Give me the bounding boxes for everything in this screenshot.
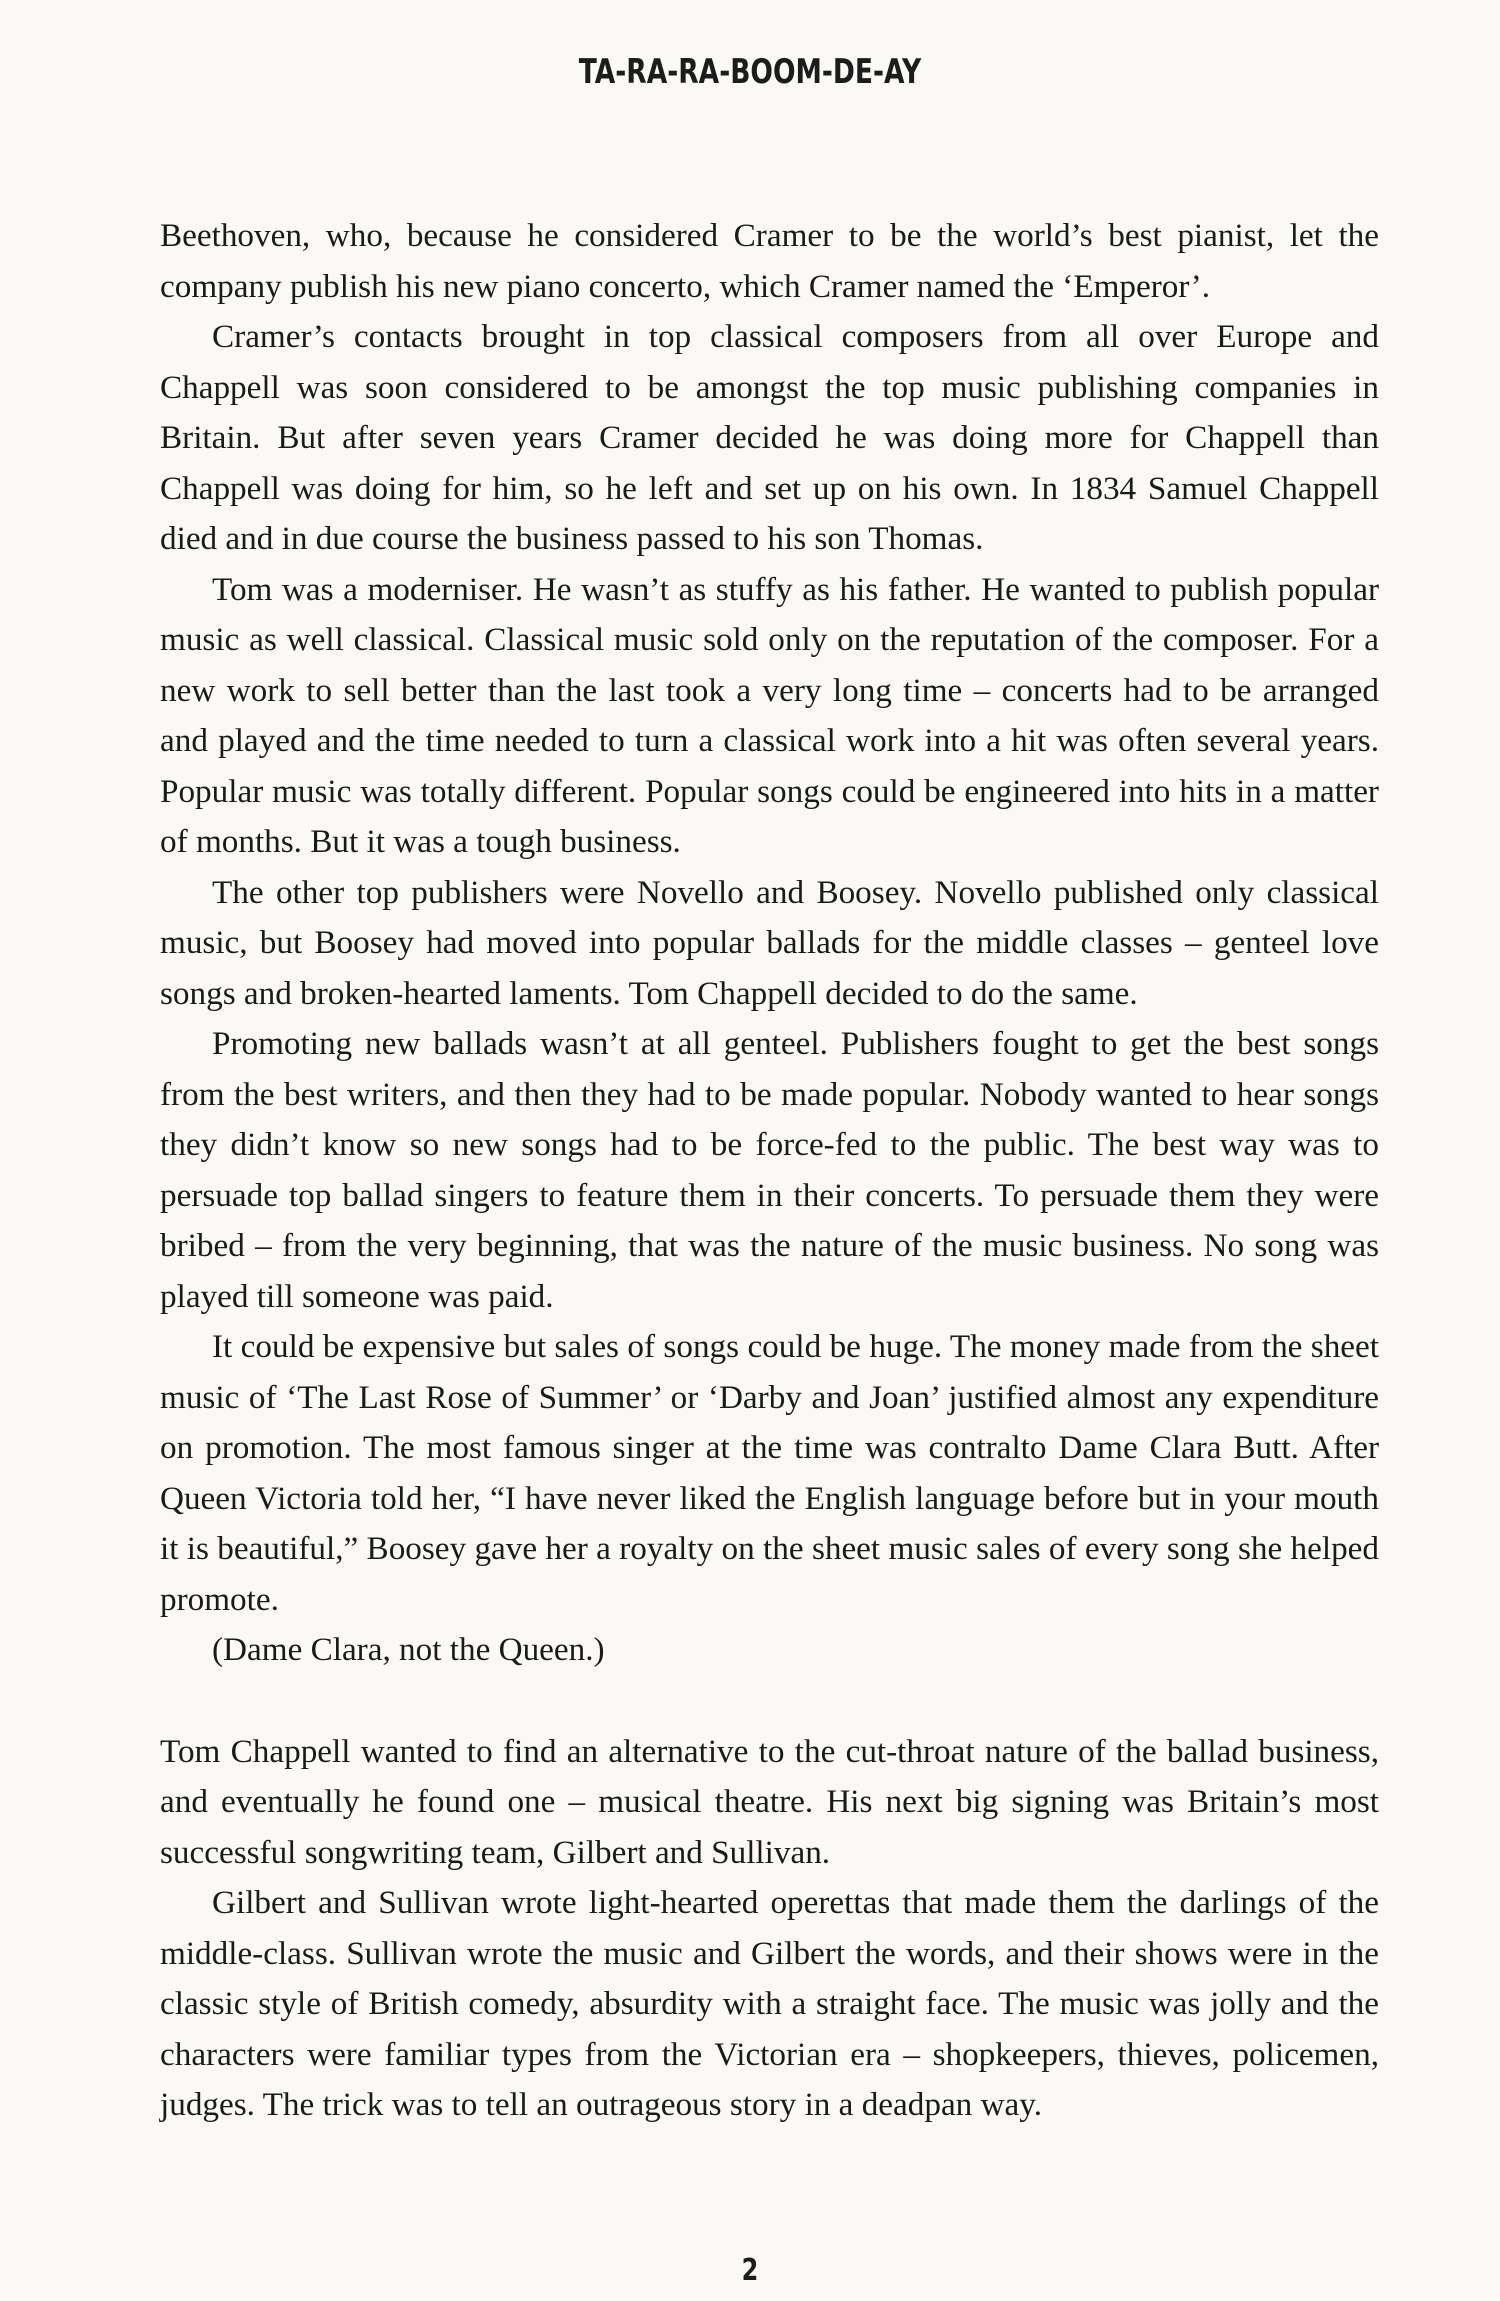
body-text <box>160 211 1379 2131</box>
section-break <box>160 1676 1379 1727</box>
paragraph: The other top publishers were Novello and Boosey. Novello published only classical music, but Boosey had moved into popular ballads for the middle classes – genteel love songs and broken-hearted laments. Tom Chappell decided to do the same. <box>160 873 1379 1012</box>
paragraph-continued: Beethoven, who, because he considered Cramer to be the world’s best pianist, let the company publish his new piano concerto, which Cramer named the ‘Emperor’. <box>160 217 1379 305</box>
paragraph-section-start: Tom Chappell wanted to find an alternative to the cut-throat nature of the ballad business, and eventually he found one – musical theatre. His next big signing was Britain’s most successful songwriting team, Gilbert and Sullivan. <box>160 1732 1379 1871</box>
paragraph: Cramer’s contacts brought in top classical composers from all over Europe and Chappell was soon considered to be amongst the top music publishing companies in Britain. But after seven years Cramer decided he was doing more for Chappell than Chappell was doing for him, so he left and set up on his own. In 1834 Samuel Chappell died and in due course the business passed to his son Thomas. <box>160 318 1379 557</box>
paragraph: Promoting new ballads wasn’t at all genteel. Publishers fought to get the best songs from the best writers, and then they had to be made popular. Nobody wanted to hear songs they didn’t know so new songs had to be force-fed to the public. The best way was to persuade top ballad singers to feature them in their concerts. To persuade them they were bribed – from the very beginning, that was the nature of the music business. No song was played till someone was paid. <box>160 1025 1379 1315</box>
paragraph: Gilbert and Sullivan wrote light-hearted operettas that made them the darlings of the middle-class. Sullivan wrote the music and Gilbert the words, and their shows were in the classic style of British comedy, absurdity with a straight face. The music was jolly and the characters were familiar types from the Victorian era – shopkeepers, thieves, policemen, judges. The trick was to tell an outrageous story in a deadpan way. <box>160 1884 1379 2123</box>
paragraph: Tom was a moderniser. He wasn’t as stuffy as his father. He wanted to publish popular music as well classical. Classical music sold only on the reputation of the composer. For a new work to sell better than the last took a very long time – concerts had to be arranged and played and the time needed to turn a classical work into a hit was often several years. Popular music was totally different. Popular songs could be engineered into hits in a matter of months. But it was a tough business. <box>160 570 1379 860</box>
paragraph: It could be expensive but sales of songs could be huge. The money made from the sheet music of ‘The Last Rose of Summer’ or ‘Darby and Joan’ justified almost any expenditure on promotion. The most famous singer at the time was contralto Dame Clara Butt. After Queen Victoria told her, “I have never liked the English language before but in your mouth it is beautiful,” Boosey gave her a royalty on the sheet music sales of every song she helped promote. <box>160 1328 1379 1618</box>
running-title: TA-RA-RA-BOOM-DE-AY <box>578 52 922 92</box>
page-number: 2 <box>741 2253 759 2288</box>
paragraph-aside: (Dame Clara, not the Queen.) <box>212 1631 605 1668</box>
